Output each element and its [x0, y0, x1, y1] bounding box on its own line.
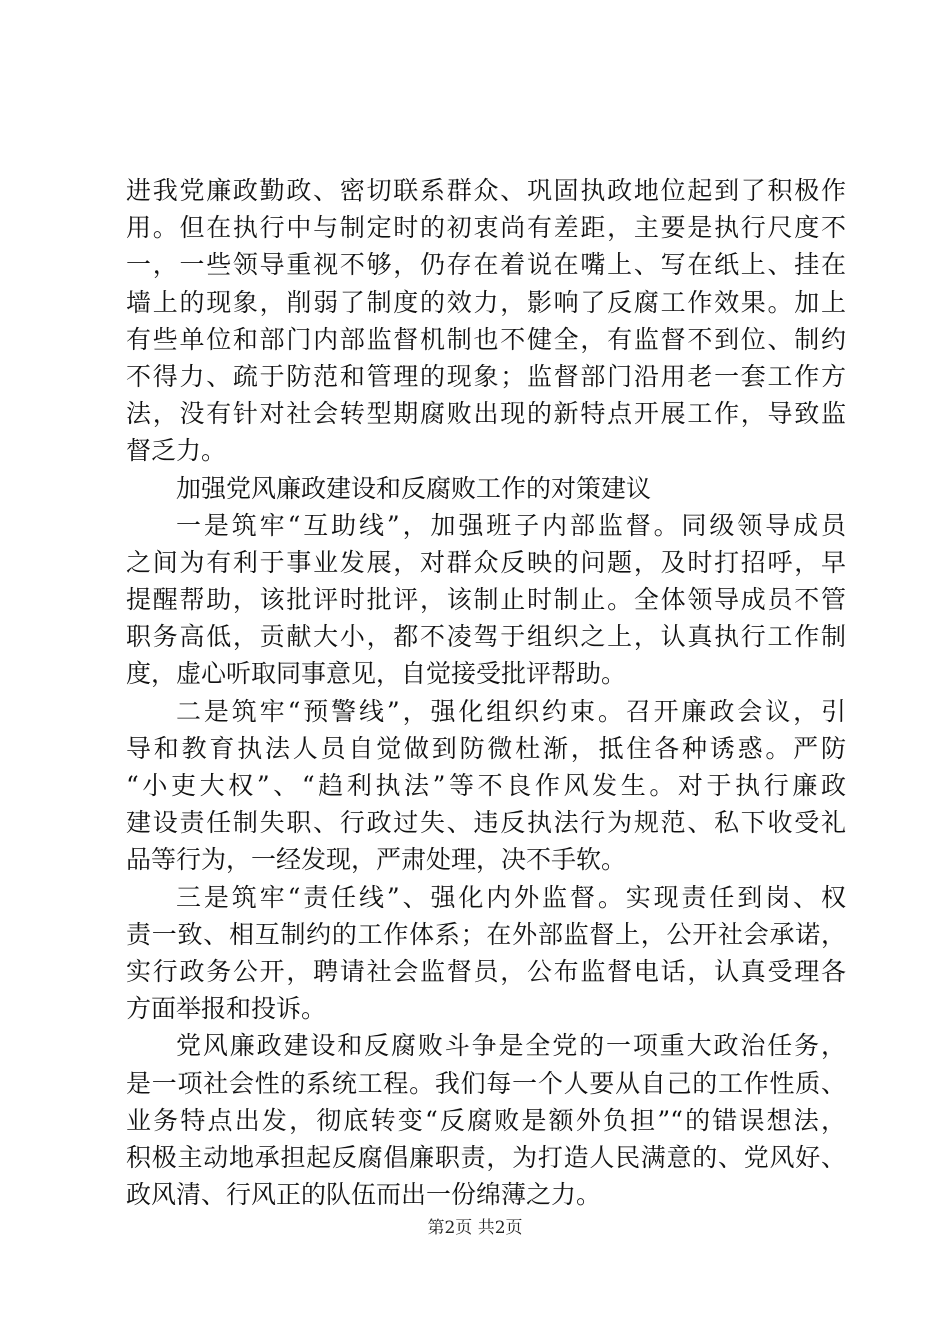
text-line: 方面举报和投诉。: [126, 994, 327, 1024]
text-line: 政风清、行风正的队伍而出一份绵薄之力。: [126, 1180, 602, 1210]
text-line: 积极主动地承担起反腐倡廉职责，为打造人民满意的、党风好、: [126, 1142, 846, 1172]
text-line: 一是筑牢“互助线”，加强班子内部监督。同级领导成员: [176, 510, 846, 540]
text-line: 三是筑牢“责任线”、强化内外监督。实现责任到岗、权: [176, 882, 846, 912]
document-body: [126, 172, 846, 1213]
page-number-label: 第2页 共2页: [427, 1218, 523, 1238]
text-line: 是一项社会性的系统工程。我们每一个人要从自己的工作性质、: [126, 1068, 846, 1098]
text-line: 度，虚心听取同事意见，自觉接受批评帮助。: [126, 659, 627, 689]
text-line: 法，没有针对社会转型期腐败出现的新特点开展工作，导致监: [126, 399, 846, 429]
text-line: 实行政务公开，聘请社会监督员，公布监督电话，认真受理各: [126, 956, 846, 986]
text-line: 之间为有利于事业发展，对群众反映的问题，及时打招呼，早: [126, 547, 846, 577]
page-footer: [0, 1216, 950, 1240]
text-line: 提醒帮助，该批评时批评，该制止时制止。全体领导成员不管: [126, 585, 846, 615]
text-line: 党风廉政建设和反腐败斗争是全党的一项重大政治任务，: [176, 1031, 846, 1061]
text-line: 品等行为，一经发现，严肃处理，决不手软。: [126, 845, 627, 875]
text-line: 墙上的现象，削弱了制度的效力，影响了反腐工作效果。加上: [126, 287, 846, 317]
section-heading: 加强党风廉政建设和反腐败工作的对策建议: [176, 473, 652, 503]
text-line: 进我党廉政勤政、密切联系群众、巩固执政地位起到了积极作: [126, 176, 846, 205]
text-line: 职务高低，贡献大小，都不凌驾于组织之上，认真执行工作制: [126, 622, 846, 652]
text-line: 导和教育执法人员自觉做到防微杜渐，抵住各种诱惑。严防: [126, 733, 846, 763]
text-line: 建设责任制失职、行政过失、违反执法行为规范、私下收受礼: [126, 808, 846, 838]
text-line: 不得力、疏于防范和管理的现象；监督部门沿用老一套工作方: [126, 361, 846, 391]
text-line: 督乏力。: [126, 436, 227, 466]
text-line: 业务特点出发，彻底转变“反腐败是额外负担”“的错误想法，: [126, 1105, 846, 1135]
text-line: “小吏大权”、“趋利执法”等不良作风发生。对于执行廉政: [126, 771, 846, 800]
text-line: 一，一些领导重视不够，仍存在着说在嘴上、写在纸上、挂在: [126, 250, 846, 280]
text-line: 二是筑牢“预警线”，强化组织约束。召开廉政会议，引: [176, 696, 846, 726]
text-line: 用。但在执行中与制定时的初衷尚有差距，主要是执行尺度不: [126, 213, 846, 243]
text-line: 有些单位和部门内部监督机制也不健全，有监督不到位、制约: [126, 324, 846, 354]
text-line: 责一致、相互制约的工作体系；在外部监督上，公开社会承诺，: [126, 919, 846, 949]
